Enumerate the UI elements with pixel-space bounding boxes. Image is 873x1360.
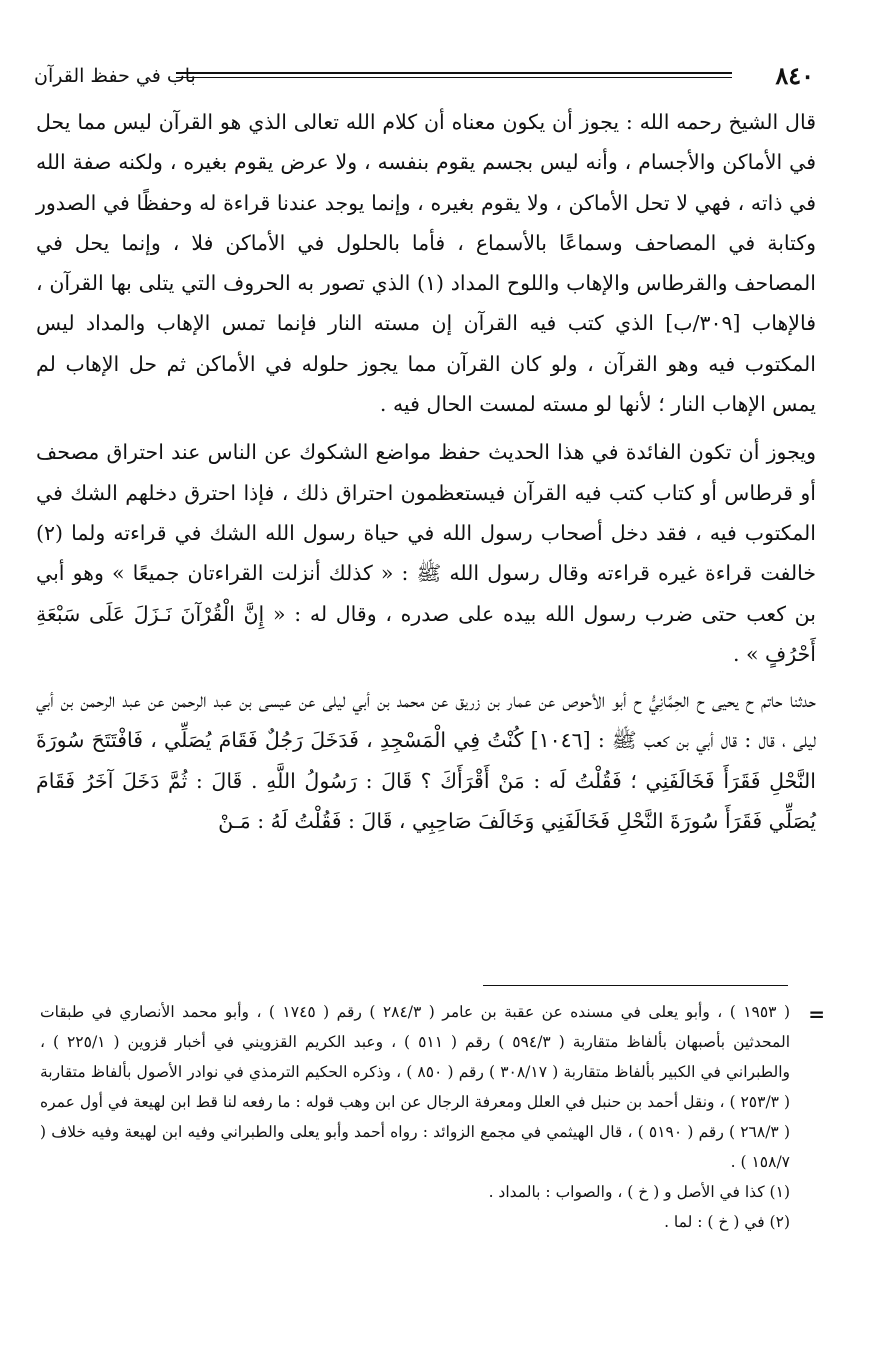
paragraph: ويجوز أن تكون الفائدة في هذا الحديث حفظ مواضع الشكوك عن الناس عند احتراق مصحف أو قرطاس أو كتاب كتب فيه القرآن فيستعظمون احتراق ذلك ، فإذا احترق دخلهم الشك في المكتوب فيه ، فقد دخل أصحاب رسول الله في حياة رسول الله الشك في قراءته ولما (٢) خالفت قراءة غيره قراءته وقال رسول الله ﷺ : « كذلك أنزلت القراءتان جميعًا » وهو أبي بن كعب حتى ضرب رسول الله بيده على صدره ، وقال له : « إِنَّ الْقُرْآنَ نَـزَلَ عَلَى سَبْعَةِ أَحْرُفٍ » . xyxy=(36,440,816,666)
footnote: (٢) في ( خ ) : لما . xyxy=(664,1213,790,1231)
header-rule xyxy=(176,72,732,78)
footnote: ( ١٩٥٣ ) ، وأبو يعلى في مسنده عن عقبة بن عامر ( ٢٨٤/٣ ) رقم ( ١٧٤٥ ) ، وأبو محمد الأنصاري في طبقات المحدثين بأصبهان بألفاظ متقاربة ( ٥٩٤/٣ ) رقم ( ٥١١ ) ، وعبد الكريم القزويني في أخبار قزوين ( ٢٢٥/١ ) ، والطبراني في الكبير بألفاظ متقاربة ( ٣٠٨/١٧ ) رقم ( ٨٥٠ ) ، وذكره الحكيم الترمذي في نوادر الأصول بألفاظ متقاربة ( ٢٥٣/٣ ) ، ونقل أحمد بن حنبل في العلل ومعرفة الرجال عن ابن وهب قوله : ما رفعه لنا قط ابن لهيعة في أول عمره ( ٢٦٨/٣ ) رقم ( ٥١٩٠ ) ، قال الهيثمي في مجمع الزوائد : رواه أحمد وأبو يعلى والطبراني وفيه ابن لهيعة وفيه خلاف ( ١٥٨/٧ ) . xyxy=(40,1003,791,1171)
footnotes xyxy=(40,997,790,1237)
paragraph: حدثنا حاتم ح يحيى ح الحِمَّانِيُّ ح أبو الأحوص عن عمار بن زريق عن محمد بن أبي ليلى عن عيسى بن عبد الرحمن عن عبد الرحمن بن أبي ليلى ، قال : قال أبي بن كعب ﷺ : [١٠٤٦] كُنْتُ فِي الْمَسْجِدِ ، فَدَخَلَ رَجُلٌ فَقَامَ يُصَلِّي ، فَافْتَتَحَ سُورَةَ النَّحْلِ فَقَرَأَ فَخَالَفَنِي ؛ فَقُلْتُ لَه : مَنْ أَقْرَأَكَ ؟ قَالَ : رَسُولُ اللَّهِ . قَالَ : ثُمَّ دَخَلَ آخَرُ فَقَامَ يُصَلِّي فَقَرَأَ سُورَةَ النَّحْلِ فَخَالَفَنِي وَخَالَفَ صَاحِبِي ، قَالَ : فَقُلْتُ لَهُ : مَـنْ xyxy=(36,688,817,834)
paragraph: قال الشيخ رحمه الله : يجوز أن يكون معناه أن كلام الله تعالى الذي هو القرآن ليس مما يحل في الأماكن والأجسام ، وأنه ليس بجسم يقوم بنفسه ، ولا عرض يقوم بغيره ، ولكنه صفة الله في ذاته ، فهي لا تحل الأماكن ، ولا يقوم بغيره ، وإنما يوجد عندنا قراءة له وحفظًا في الصدور وكتابة في المصاحف وسماعًا بالأسماع ، فأما بالحلول في الأماكن فلا ، وإنما يحل في المصاحف والقرطاس والإهاب واللوح المداد (١) الذي تصور به الحروف التي يتلى بها القرآن ، فالإهاب [٣٠٩/ب] الذي كتب فيه القرآن إن مسته النار فإنما تمس الإهاب والمداد ليس المكتوب فيه وهو القرآن ، ولو كان القرآن مما يجوز حلوله في الأماكن ثم حل الإهاب لم يمس الإهاب النار ؛ لأنها لو مسته لمست الحال فيه . xyxy=(36,110,816,417)
footnote-continuation-mark: = xyxy=(808,1002,825,1026)
footnote: (١) كذا في الأصل و ( خ ) ، والصواب : بالمداد . xyxy=(488,1183,790,1201)
page-header xyxy=(34,58,814,94)
running-title: باب في حفظ القرآن xyxy=(34,65,196,87)
footnote-separator xyxy=(483,985,788,986)
main-text xyxy=(36,102,816,841)
page-number: ٨٤٠ xyxy=(775,61,814,90)
